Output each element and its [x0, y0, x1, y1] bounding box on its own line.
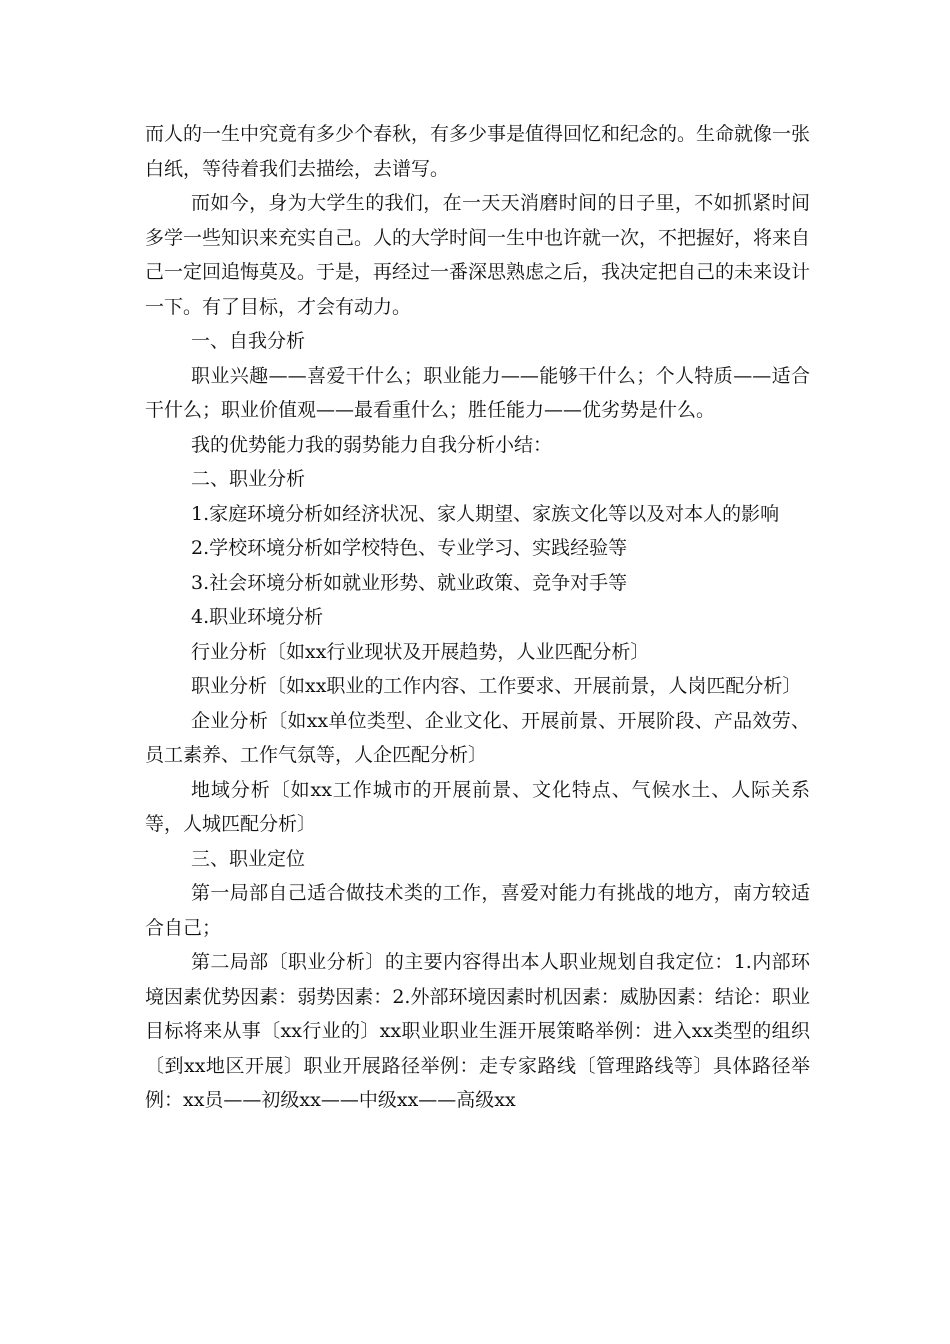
heading-self-analysis: 一、自我分析	[191, 330, 306, 352]
list-item-career-environment: 4.职业环境分析	[191, 606, 324, 628]
list-item-family-environment: 1.家庭环境分析如经济状况、家人期望、家族文化等以及对本人的影响	[191, 502, 780, 525]
paragraph-strengths-summary: 我的优势能力我的弱势能力自我分析小结：	[191, 433, 553, 456]
paragraph-university-time: 而如今，身为大学生的我们，在一天天消磨时间的日子里，不如抓紧时间多学一些知识来充实自己。人的大学时间一生中也许就一次，不把握好，将来自己一定回追悔莫及。于是，再经过一番深思熟虑之后，我决定把自己的未来设计一下。有了目标，才会有动力。	[145, 192, 811, 318]
heading-career-analysis: 二、职业分析	[191, 468, 306, 490]
paragraph-part-one: 第一局部自己适合做技术类的工作，喜爱对能力有挑战的地方，南方较适合自己；	[145, 882, 810, 939]
paragraph-career-interest: 职业兴趣——喜爱干什么；职业能力——能够干什么；个人特质——适合干什么；职业价值观——最看重什么；胜任能力——优劣势是什么。	[145, 364, 810, 421]
heading-career-positioning: 三、职业定位	[191, 847, 306, 870]
paragraph-job-analysis: 职业分析〔如xx职业的工作内容、工作要求、开展前景，人岗匹配分析〕	[191, 675, 802, 697]
paragraph-region-analysis: 地域分析〔如xx工作城市的开展前景、文化特点、气候水土、人际关系等，人城匹配分析〕	[145, 778, 810, 835]
paragraph-company-analysis: 企业分析〔如xx单位类型、企业文化、开展前景、开展阶段、产品效劳、员工素养、工作气氛等，人企匹配分析〕	[145, 709, 810, 766]
list-item-social-environment: 3.社会环境分析如就业形势、就业政策、竞争对手等	[191, 571, 628, 594]
list-item-school-environment: 2.学校环境分析如学校特色、专业学习、实践经验等	[191, 537, 628, 559]
paragraph-industry-analysis: 行业分析〔如xx行业现状及开展趋势，人业匹配分析〕	[191, 640, 650, 663]
paragraph-part-two: 第二局部〔职业分析〕的主要内容得出本人职业规划自我定位：1.内部环境因素优势因素：弱势因素：2.外部环境因素时机因素：威胁因素：结论：职业目标将来从事〔xx行业的〕xx职业职业生涯开展策略举例：进入xx类型的组织〔到xx地区开展〕职业开展路径举例：走专家路线〔管理路线等〕具体路径举例：xx员——初级xx——中级xx——高级xx	[145, 951, 810, 1111]
paragraph-intro: 而人的一生中究竟有多少个春秋，有多少事是值得回忆和纪念的。生命就像一张白纸，等待着我们去描绘，去谱写。	[145, 123, 811, 180]
document-body	[145, 117, 810, 1118]
